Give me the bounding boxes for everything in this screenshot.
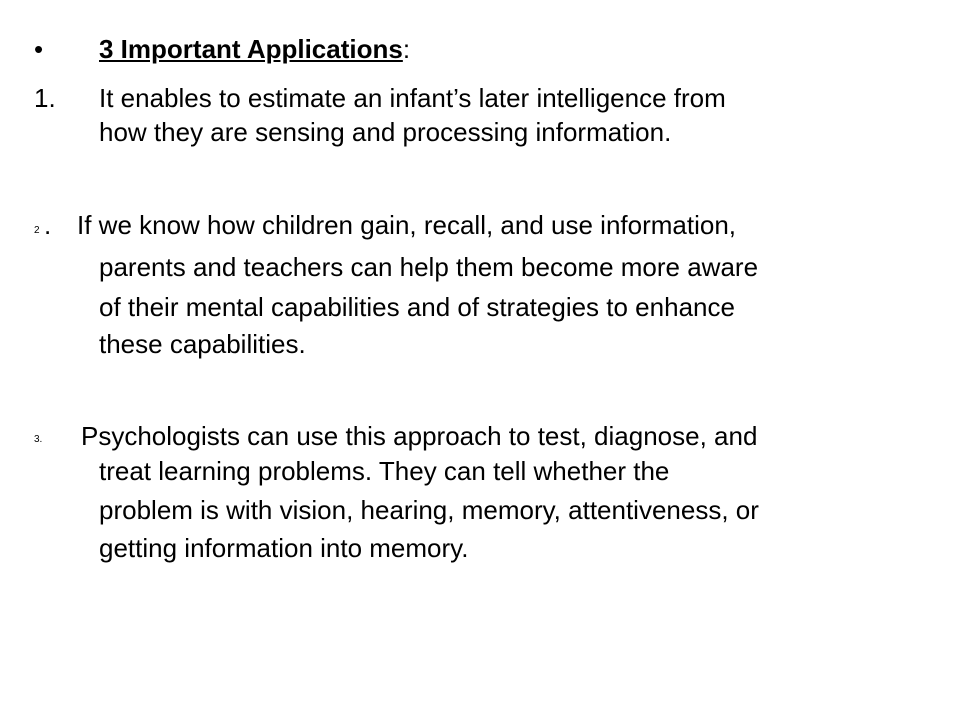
item-2-separator: .	[44, 210, 52, 240]
item-2-line-1: If we know how children gain, recall, and use information,	[77, 210, 737, 240]
heading-title: 3 Important Applications	[99, 34, 403, 64]
item-3-line-1: Psychologists can use this approach to test, diagnose, and	[81, 421, 758, 451]
item-1-line-1: It enables to estimate an infant’s later intelligence from	[99, 83, 726, 113]
item-1-number: 1.	[34, 83, 56, 113]
item-2-number: 2	[34, 225, 40, 236]
item-3-line-4: getting information into memory.	[99, 533, 469, 563]
heading-colon: :	[402, 34, 411, 64]
item-2-line-2: parents and teachers can help them become more aware	[99, 252, 759, 282]
item-2-line-3: of their mental capabilities and of strategies to enhance	[99, 292, 735, 322]
heading-bullet: •	[34, 34, 44, 64]
heading	[99, 32, 410, 66]
item-3-line-3: problem is with vision, hearing, memory, attentiveness, or	[99, 495, 759, 525]
item-3-line-2: treat learning problems. They can tell whether the	[99, 456, 670, 486]
item-3-number: 3.	[34, 434, 43, 445]
item-2-line-4: these capabilities.	[99, 329, 306, 359]
item-1-line-2: how they are sensing and processing information.	[99, 117, 672, 147]
